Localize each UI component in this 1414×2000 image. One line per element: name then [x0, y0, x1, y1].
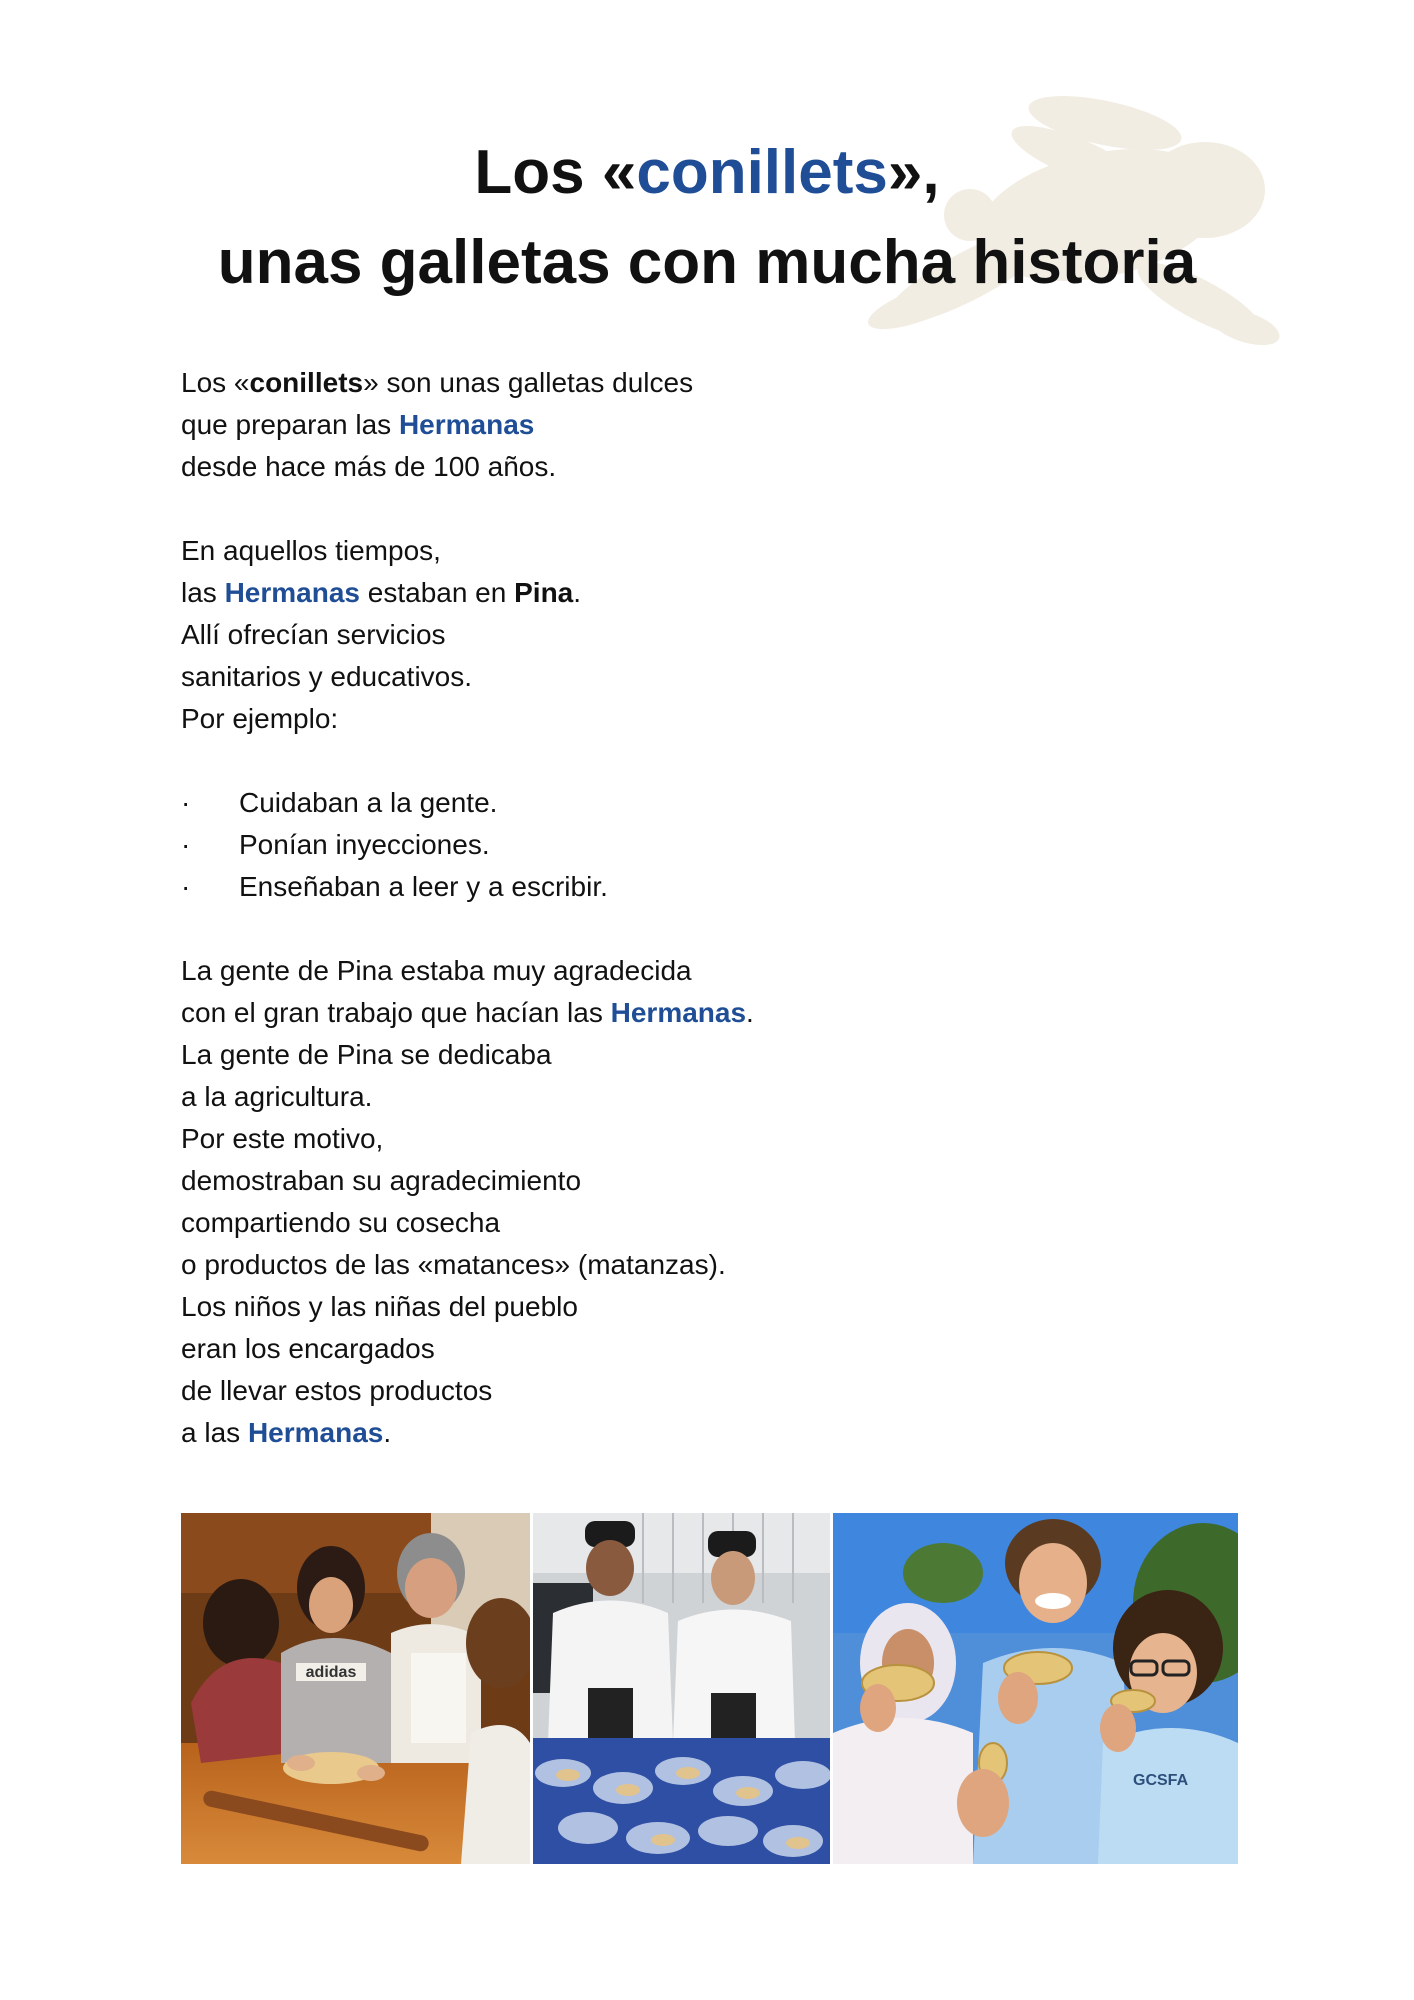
highlight-term: Hermanas: [224, 577, 360, 608]
bold-term: Pina: [514, 577, 574, 608]
text-line: desde hace más de 100 años.: [181, 451, 557, 482]
article-body: [181, 362, 1181, 1454]
highlight-term: Hermanas: [398, 409, 535, 440]
list-item: [181, 866, 1181, 908]
text-line: de llevar estos productos: [181, 1375, 493, 1406]
photo-baking-children: [181, 1513, 530, 1864]
text-span: que preparan las: [181, 409, 399, 440]
shirt-text: GCSFA: [1133, 1772, 1189, 1789]
apron-logo-text: adidas: [305, 1664, 357, 1681]
bullet-icon: ·: [181, 787, 191, 818]
photo-children-illustration: [833, 1513, 1238, 1864]
list-item-text: Cuidaban a la gente.: [239, 787, 498, 818]
text-line: eran los encargados: [181, 1333, 435, 1364]
title-line-1: [0, 128, 1414, 218]
bold-term: conillets: [249, 367, 364, 398]
text-line: Allí ofrecían servicios: [181, 619, 446, 650]
text-span: estaban en: [359, 577, 515, 608]
text-line: Por este motivo,: [181, 1123, 384, 1154]
text-line: La gente de Pina se dedicaba: [181, 1039, 552, 1070]
spacer: [181, 740, 1181, 782]
text-line: Los niños y las niñas del pueblo: [181, 1291, 578, 1322]
title-line-2: unas galletas con mucha historia: [217, 228, 1197, 297]
text-span: a las: [181, 1417, 248, 1448]
text-span: .: [746, 997, 754, 1028]
text-line: o productos de las «matances» (matanzas).: [181, 1249, 726, 1280]
text-line: compartiendo su cosecha: [181, 1207, 501, 1238]
text-line: Por ejemplo:: [181, 703, 339, 734]
photo-chefs: [533, 1513, 830, 1864]
text-span: las: [181, 577, 225, 608]
title-text: »,: [887, 138, 940, 207]
gratitude-paragraph: [181, 950, 1181, 1454]
photo-chefs-illustration: [533, 1513, 830, 1864]
text-span: .: [383, 1417, 392, 1448]
text-line: [181, 362, 1181, 404]
bullet-icon: ·: [181, 871, 191, 902]
text-line: [181, 404, 1181, 446]
list-item: [181, 782, 1181, 824]
examples-list: [181, 782, 1181, 908]
list-item-text: Enseñaban a leer y a escribir.: [239, 871, 608, 902]
page-title: [0, 128, 1414, 308]
list-item-text: Ponían inyecciones.: [239, 829, 490, 860]
text-line: [181, 1412, 1181, 1454]
text-line: [181, 992, 1181, 1034]
highlight-term: Hermanas: [247, 1417, 384, 1448]
photo-children-eating-cookies: [833, 1513, 1238, 1864]
text-line: demostraban su agradecimiento: [181, 1165, 582, 1196]
list-item: [181, 824, 1181, 866]
spacer: [181, 488, 1181, 530]
spacer: [181, 908, 1181, 950]
intro-paragraph: [181, 362, 1181, 488]
photo-baking-illustration: [181, 1513, 530, 1864]
text-span: con el gran trabajo que hacían las: [181, 997, 611, 1028]
text-line: La gente de Pina estaba muy agradecida: [181, 955, 692, 986]
title-text: Los «: [474, 138, 637, 207]
history-paragraph: [181, 530, 1181, 740]
text-line: a la agricultura.: [181, 1081, 373, 1112]
title-highlight: conillets: [636, 138, 888, 207]
text-line: [181, 572, 1181, 614]
text-span: .: [573, 577, 582, 608]
bullet-icon: ·: [181, 829, 191, 860]
text-span: » son unas galletas dulces: [363, 367, 694, 398]
text-span: Los «: [181, 367, 250, 398]
highlight-term: Hermanas: [610, 997, 747, 1028]
text-line: sanitarios y educativos.: [181, 661, 473, 692]
text-line: En aquellos tiempos,: [181, 535, 441, 566]
